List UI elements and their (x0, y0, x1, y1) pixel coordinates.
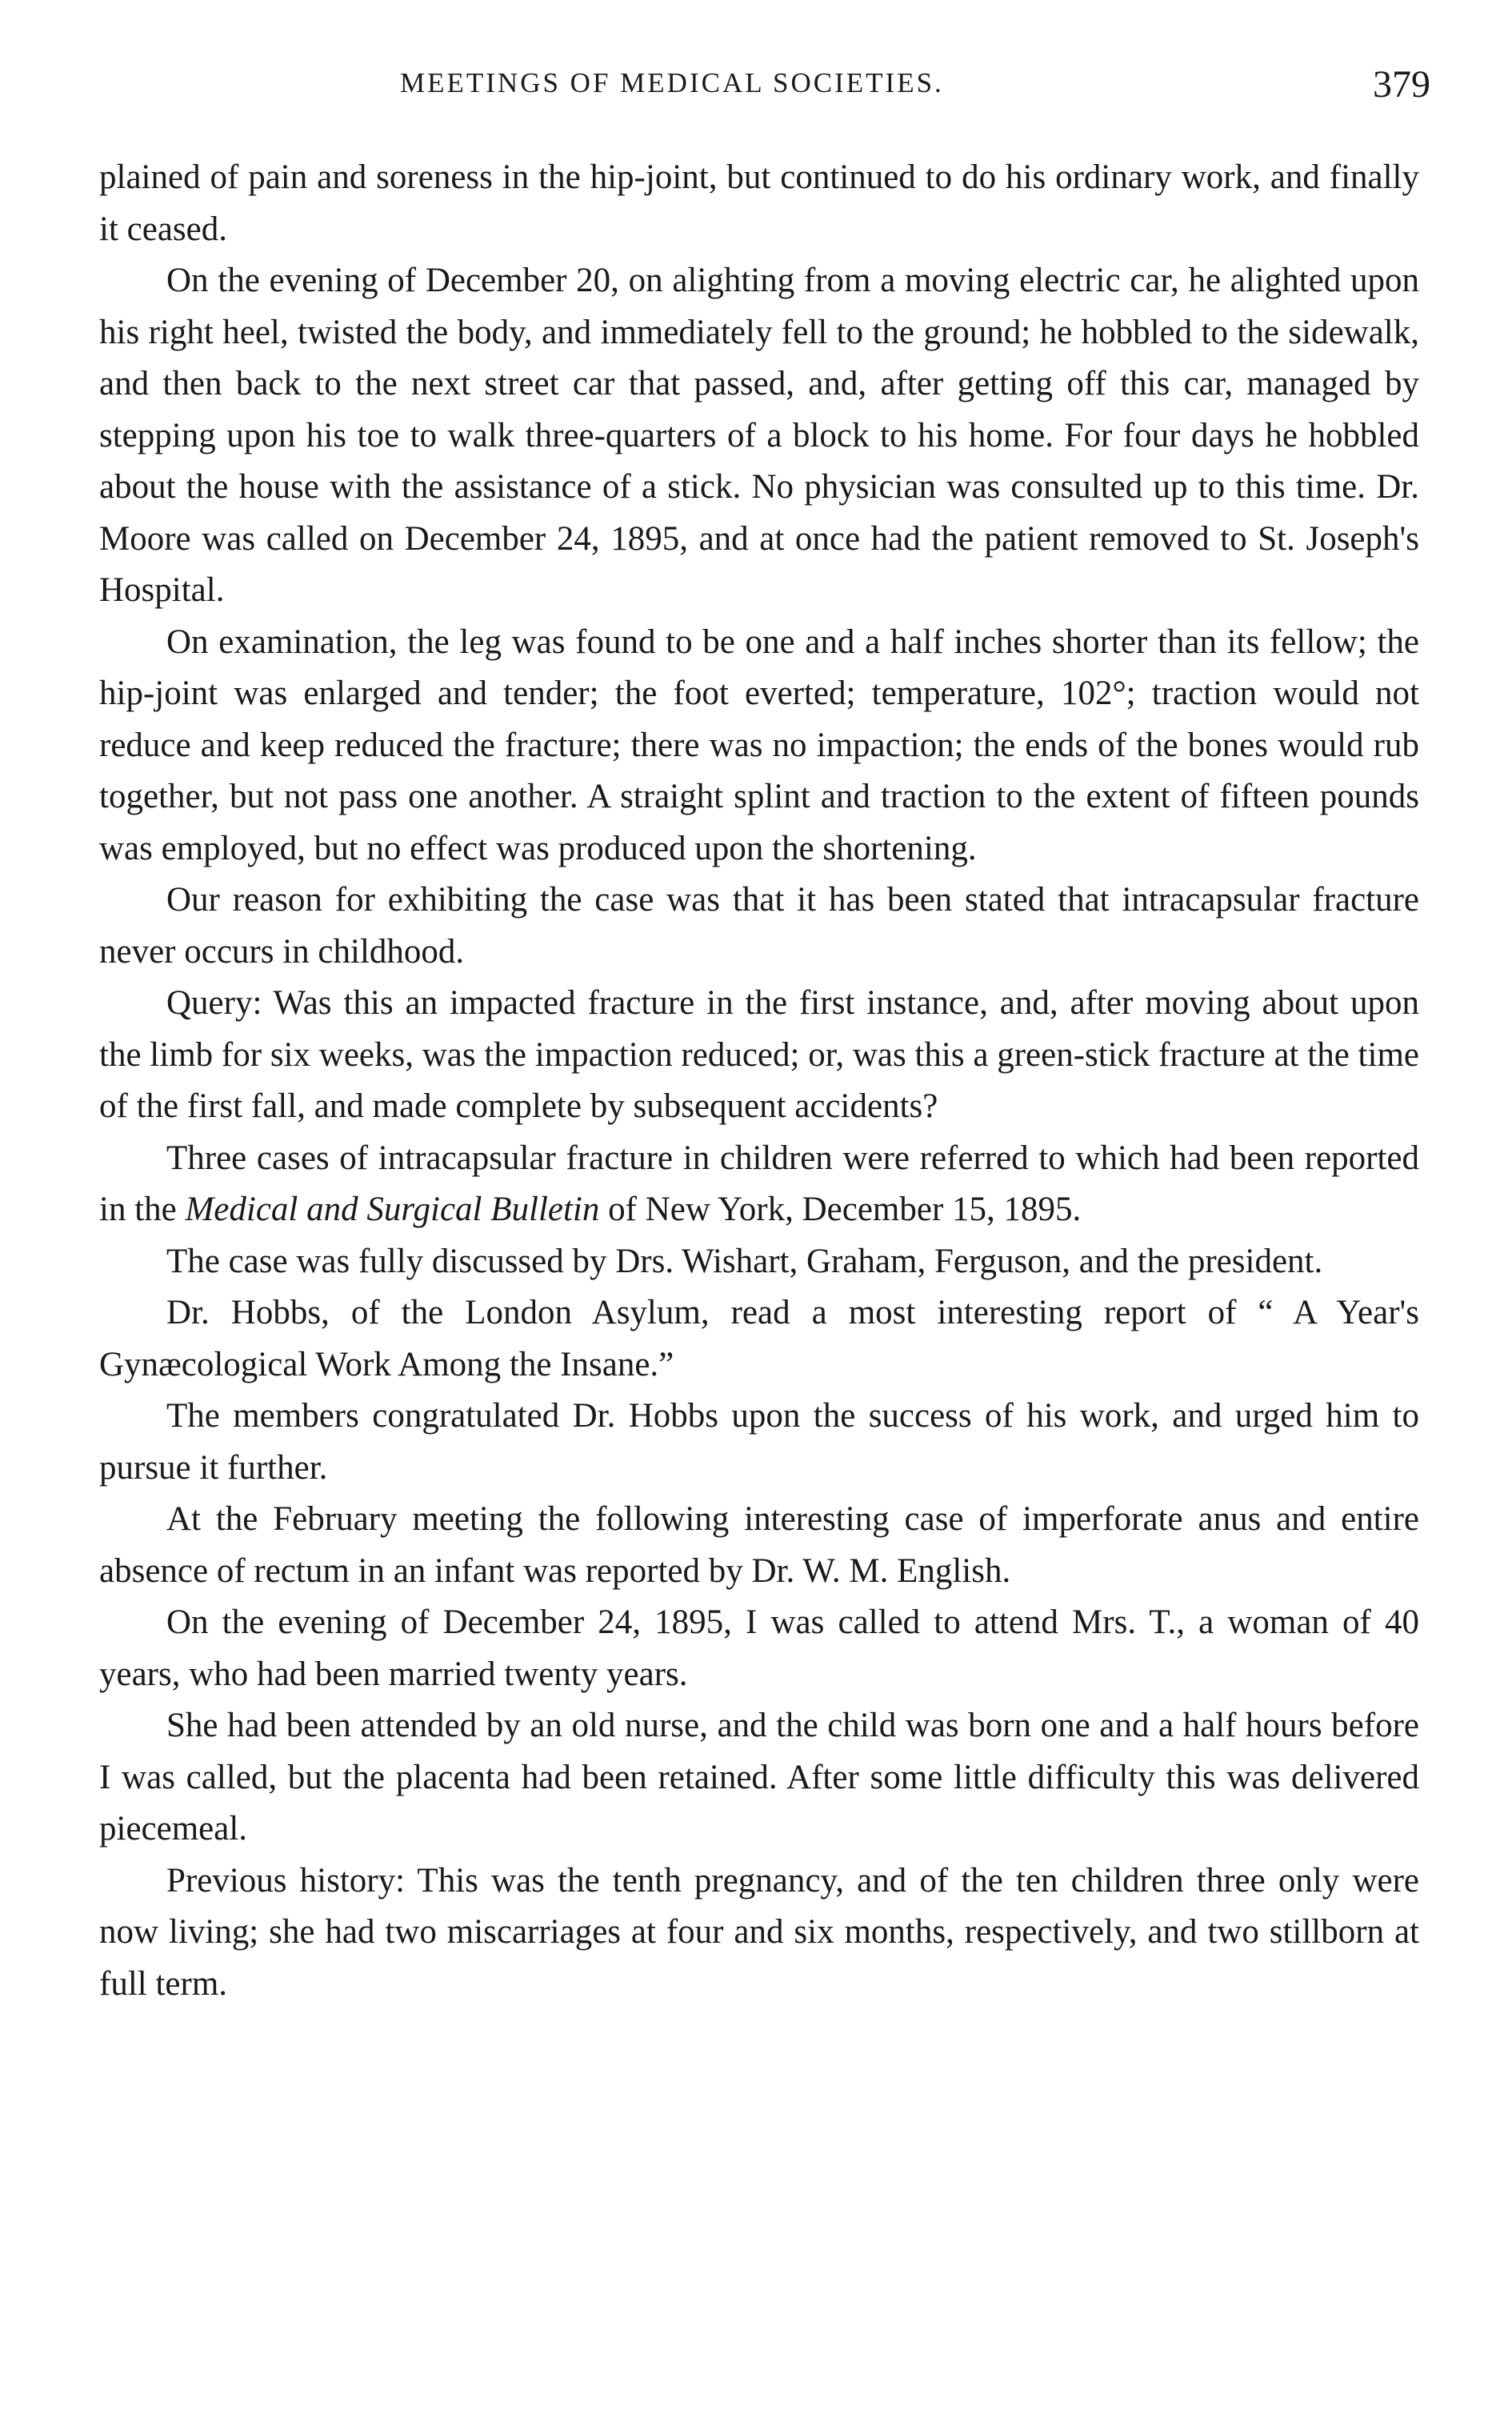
paragraph: The members congratulated Dr. Hobbs upon the success of his work, and urged him to pursue it further. (99, 1397, 1419, 1487)
paragraph: At the February meeting the following interesting case of imperforate anus and entire absence of rectum in an infant was reported by Dr. W. M. English. (99, 1500, 1419, 1590)
paragraph-text: of New York, December 15, 1895. (599, 1191, 1082, 1228)
paragraph: On examination, the leg was found to be one and a half inches shorter than its fellow; the hip-joint was enlarged and tender; the foot everted; temperature, 102°; traction would not reduce and keep reduced the fracture; there was no impaction; the ends of the bones would rub together, but not pass one another. A straight splint and traction to the extent of fifteen pounds was employed, but no effect was produced upon the shortening. (99, 623, 1419, 867)
paragraph: Query: Was this an impacted fracture in the first instance, and, after moving about upon the limb for six weeks, was the impaction reduced; or, was this a green-stick fracture at the time of the first fall, and made complete by subsequent accidents? (99, 984, 1419, 1125)
body-text (99, 152, 1419, 2010)
paragraph: Our reason for exhibiting the case was that it has been stated that intracapsular fracture never occurs in childhood. (99, 881, 1419, 971)
running-head: MEETINGS OF MEDICAL SOCIETIES. (400, 67, 944, 98)
paragraph: On the evening of December 20, on alighting from a moving electric car, he alighted upon his right heel, twisted the body, and immediately fell to the ground; he hobbled to the sidewalk, and then back to the next street car that passed, and, after getting off this car, managed by stepping upon his toe to walk three-quarters of a block to his home. For four days he hobbled about the house with the assistance of a stick. No physician was consulted up to this time. Dr. Moore was called on December 24, 1895, and at once had the patient removed to St. Joseph's Hospital. (99, 262, 1419, 609)
paragraph: Dr. Hobbs, of the London Asylum, read a most interesting report of “ A Year's Gynæcological Work Among the Insane.” (99, 1294, 1419, 1383)
paragraph: On the evening of December 24, 1895, I was called to attend Mrs. T., a woman of 40 years, who had been married twenty years. (99, 1603, 1419, 1693)
journal-title: Medical and Surgical Bulletin (185, 1191, 600, 1228)
paragraph-continued: plained of pain and soreness in the hip-joint, but continued to do his ordinary work, and finally it ceased. (99, 158, 1419, 248)
paragraph: Previous history: This was the tenth pregnancy, and of the ten children three only were now living; she had two miscarriages at four and six months, respectively, and two stillborn at full term. (99, 1861, 1419, 2003)
paragraph: The case was fully discussed by Drs. Wishart, Graham, Ferguson, and the president. (166, 1242, 1323, 1280)
paragraph-text: Three cases of intracapsular fracture in children were referred to which had been reported in the (99, 1139, 1419, 1228)
page-number: 379 (1373, 63, 1430, 106)
paragraph: She had been attended by an old nurse, and the child was born one and a half hours before I was called, but the placenta had been retained. After some little difficulty this was delivered piecemeal. (99, 1707, 1419, 1848)
paragraph-with-journal (99, 1133, 1419, 1236)
